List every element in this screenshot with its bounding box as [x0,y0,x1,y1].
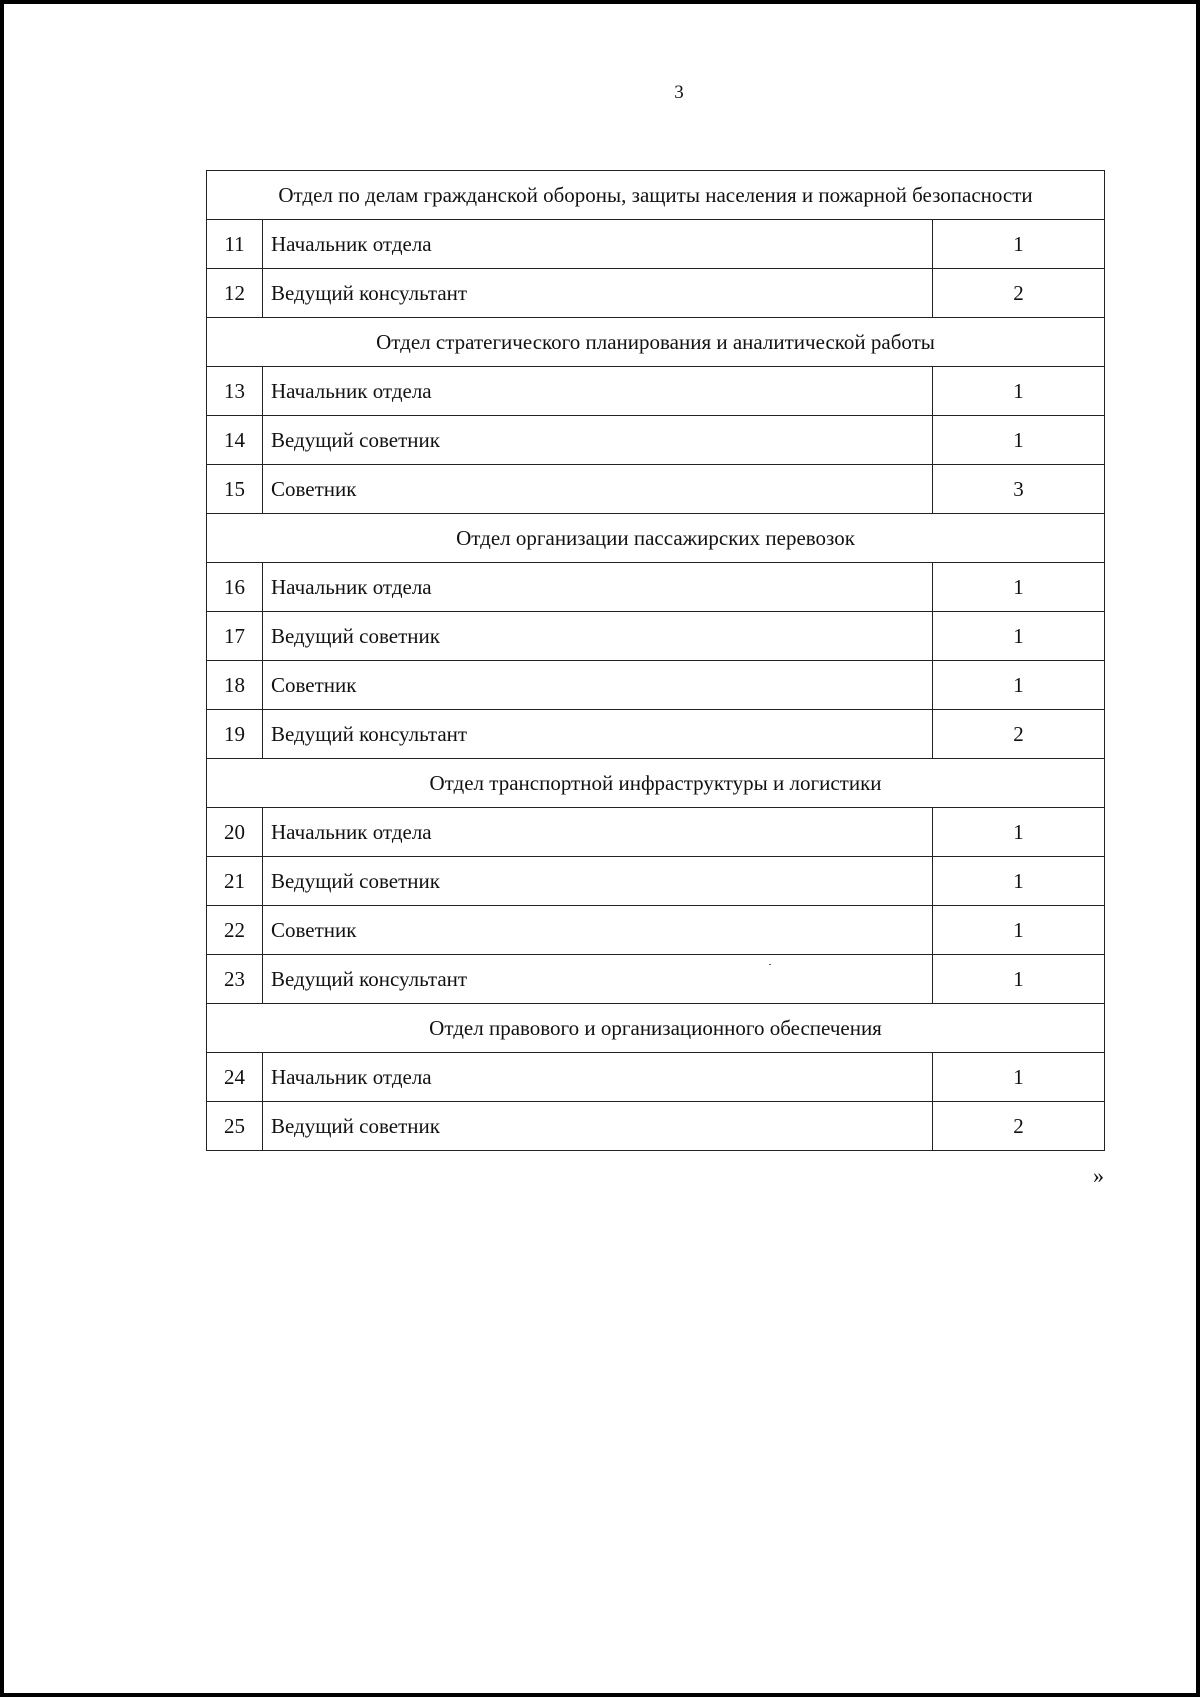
position-count: 1 [933,808,1105,857]
section-title: Отдел транспортной инфраструктуры и логистики [207,759,1105,808]
section-title: Отдел по делам гражданской обороны, защиты населения и пожарной безопасности [207,171,1105,220]
table-row [207,1053,1105,1102]
row-number: 21 [207,857,263,906]
position-title: Ведущий консультант [263,710,933,759]
row-number: 23 [207,955,263,1004]
position-title: Начальник отдела [263,1053,933,1102]
staff-table-body [207,171,1105,1151]
position-title: Советник [263,661,933,710]
position-title: Советник [263,465,933,514]
position-count: 2 [933,1102,1105,1151]
position-title: Ведущий консультант [263,955,933,1004]
row-number: 16 [207,563,263,612]
position-count: 1 [933,857,1105,906]
scan-speck [769,964,771,965]
table-row [207,906,1105,955]
position-title: Начальник отдела [263,563,933,612]
position-title: Ведущий советник [263,857,933,906]
section-title: Отдел организации пассажирских перевозок [207,514,1105,563]
row-number: 18 [207,661,263,710]
row-number: 25 [207,1102,263,1151]
row-number: 20 [207,808,263,857]
position-count: 1 [933,1053,1105,1102]
section-header-row [207,759,1105,808]
table-row [207,563,1105,612]
position-title: Ведущий консультант [263,269,933,318]
row-number: 15 [207,465,263,514]
table-row [207,857,1105,906]
position-title: Начальник отдела [263,367,933,416]
position-count: 1 [933,612,1105,661]
row-number: 24 [207,1053,263,1102]
table-row [207,955,1105,1004]
position-title: Советник [263,906,933,955]
section-header-row [207,514,1105,563]
table-row [207,1102,1105,1151]
row-number: 13 [207,367,263,416]
position-count: 1 [933,563,1105,612]
position-count: 1 [933,955,1105,1004]
position-count: 1 [933,906,1105,955]
section-header-row [207,318,1105,367]
position-count: 1 [933,416,1105,465]
position-count: 1 [933,220,1105,269]
table-row [207,367,1105,416]
row-number: 11 [207,220,263,269]
row-number: 19 [207,710,263,759]
position-title: Начальник отдела [263,808,933,857]
position-count: 1 [933,661,1105,710]
table-row [207,416,1105,465]
position-count: 3 [933,465,1105,514]
section-header-row [207,1004,1105,1053]
table-row [207,710,1105,759]
table-row [207,269,1105,318]
position-count: 1 [933,367,1105,416]
staff-table [206,170,1105,1151]
position-title: Ведущий советник [263,612,933,661]
table-row [207,661,1105,710]
row-number: 17 [207,612,263,661]
table-row [207,808,1105,857]
table-row [207,612,1105,661]
position-count: 2 [933,269,1105,318]
row-number: 14 [207,416,263,465]
position-title: Начальник отдела [263,220,933,269]
table-row [207,465,1105,514]
section-title: Отдел правового и организационного обеспечения [207,1004,1105,1053]
position-title: Ведущий советник [263,416,933,465]
closing-quote-mark: » [1093,1163,1104,1188]
section-title: Отдел стратегического планирования и аналитической работы [207,318,1105,367]
row-number: 12 [207,269,263,318]
position-title: Ведущий советник [263,1102,933,1151]
page-number: 3 [674,82,684,103]
row-number: 22 [207,906,263,955]
position-count: 2 [933,710,1105,759]
table-row [207,220,1105,269]
section-header-row [207,171,1105,220]
